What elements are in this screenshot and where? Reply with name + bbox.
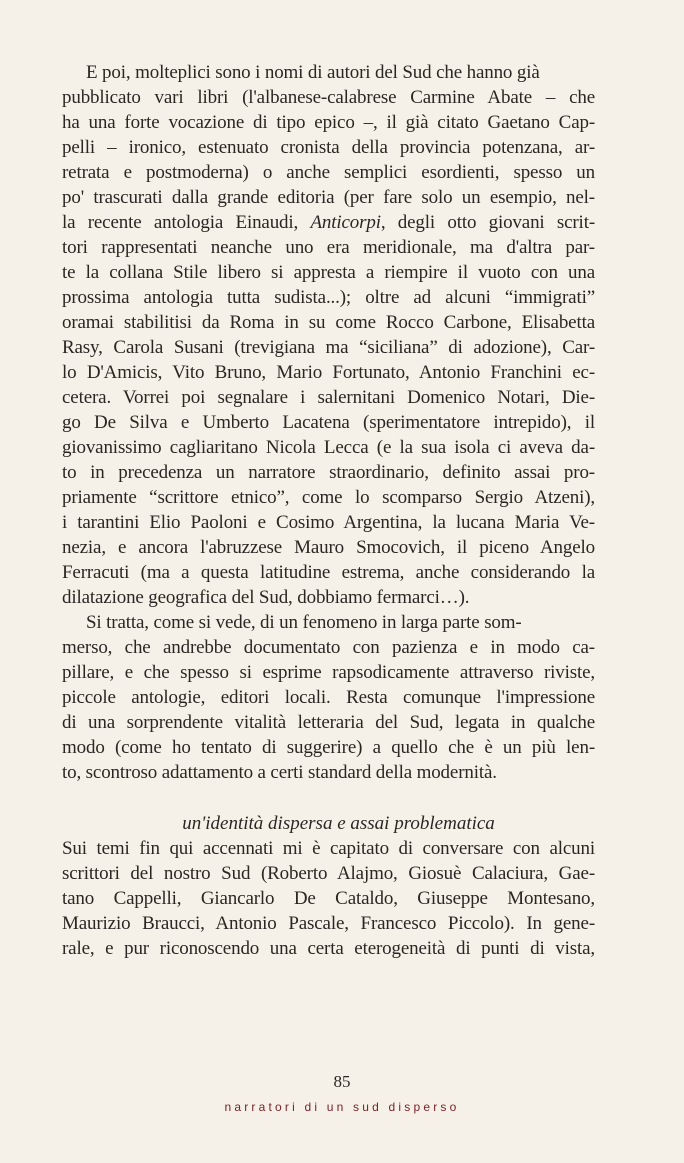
text-line: i tarantini Elio Paoloni e Cosimo Argentina, la lucana Maria Ve- [62,512,595,533]
text-line: rale, e pur riconoscendo una certa eterogeneità di punti di vista, [62,938,595,959]
text-line: priamente “scrittore etnico”, come lo scomparso Sergio Atzeni), [62,487,595,508]
text-line: oramai stabilitisi da Roma in su come Rocco Carbone, Elisabetta [62,312,595,333]
text-line: pubblicato vari libri (l'albanese-calabrese Carmine Abate – che [62,87,595,108]
text-line: E poi, molteplici sono i nomi di autori del Sud che hanno già [86,62,540,83]
text-line: Ferracuti (ma a questa latitudine estrema, anche considerando la [62,562,595,583]
running-footer: narratori di un sud disperso [224,1100,460,1114]
text-line: to in precedenza un narratore straordinario, definito assai pro- [62,462,595,483]
text-line: Si tratta, come si vede, di un fenomeno in larga parte som- [86,612,522,633]
text-line: piccole antologie, editori locali. Resta comunque l'impressione [62,687,595,708]
text-line: retrata e postmoderna) o anche semplici esordienti, spesso un [62,162,595,183]
text-line: di una sorprendente vitalità letteraria del Sud, legata in qualche [62,712,595,733]
text-line: go De Silva e Umberto Lacatena (sperimentatore intrepido), il [62,412,595,433]
text-line: Maurizio Braucci, Antonio Pascale, Francesco Piccolo). In gene- [62,913,595,934]
paragraph-1 [62,60,595,610]
text-line: tano Cappelli, Giancarlo De Cataldo, Giuseppe Montesano, [62,888,595,909]
page-number: 85 [333,1072,351,1091]
text-line: Sui temi fin qui accennati mi è capitato di conversare con alcuni [62,838,595,859]
text-line: scrittori del nostro Sud (Roberto Alajmo, Giosuè Calaciura, Gae- [62,863,595,884]
text-line: prossima antologia tutta sudista...); oltre ad alcuni “immigrati” [62,287,595,308]
text-line: to, scontroso adattamento a certi standard della modernità. [62,762,497,783]
text-line: merso, che andrebbe documentato con pazienza e in modo ca- [62,637,595,658]
text-line: po' trascurati dalla grande editoria (per fare solo un esempio, nel- [62,187,595,208]
text-line: te la collana Stile libero si appresta a riempire il vuoto con una [62,262,595,283]
text-line: pelli – ironico, estenuato cronista della provincia potenzana, ar- [62,137,595,158]
body-text [62,60,595,961]
text-line: pillare, e che spesso si esprime rapsodicamente attraverso riviste, [62,662,595,683]
paragraph-2 [62,610,595,785]
text-line: nezia, e ancora l'abruzzese Mauro Smocovich, il piceno Angelo [62,537,595,558]
text-line: lo D'Amicis, Vito Bruno, Mario Fortunato, Antonio Franchini ec- [62,362,595,383]
text-line: giovanissimo cagliaritano Nicola Lecca (e la sua isola ci aveva da- [62,437,595,458]
text-line: cetera. Vorrei poi segnalare i salernitani Domenico Notari, Die- [62,387,595,408]
text-line: ha una forte vocazione di tipo epico –, il già citato Gaetano Cap- [62,112,595,133]
book-title: Anticorpi [310,212,381,233]
text-line: modo (come ho tentato di suggerire) a quello che è un più len- [62,737,595,758]
section-heading: un'identità dispersa e assai problematica [182,813,495,834]
text-line: tori rappresentati neanche uno era meridionale, ma d'altra par- [62,237,595,258]
text-line: dilatazione geografica del Sud, dobbiamo fermarci…). [62,587,470,608]
paragraph-3 [62,836,595,961]
text-line: Rasy, Carola Susani (trevigiana ma “siciliana” di adozione), Car- [62,337,595,358]
text-line-with-title: la recente antologia Einaudi, Anticorpi, degli otto giovani scrit- [62,212,595,233]
